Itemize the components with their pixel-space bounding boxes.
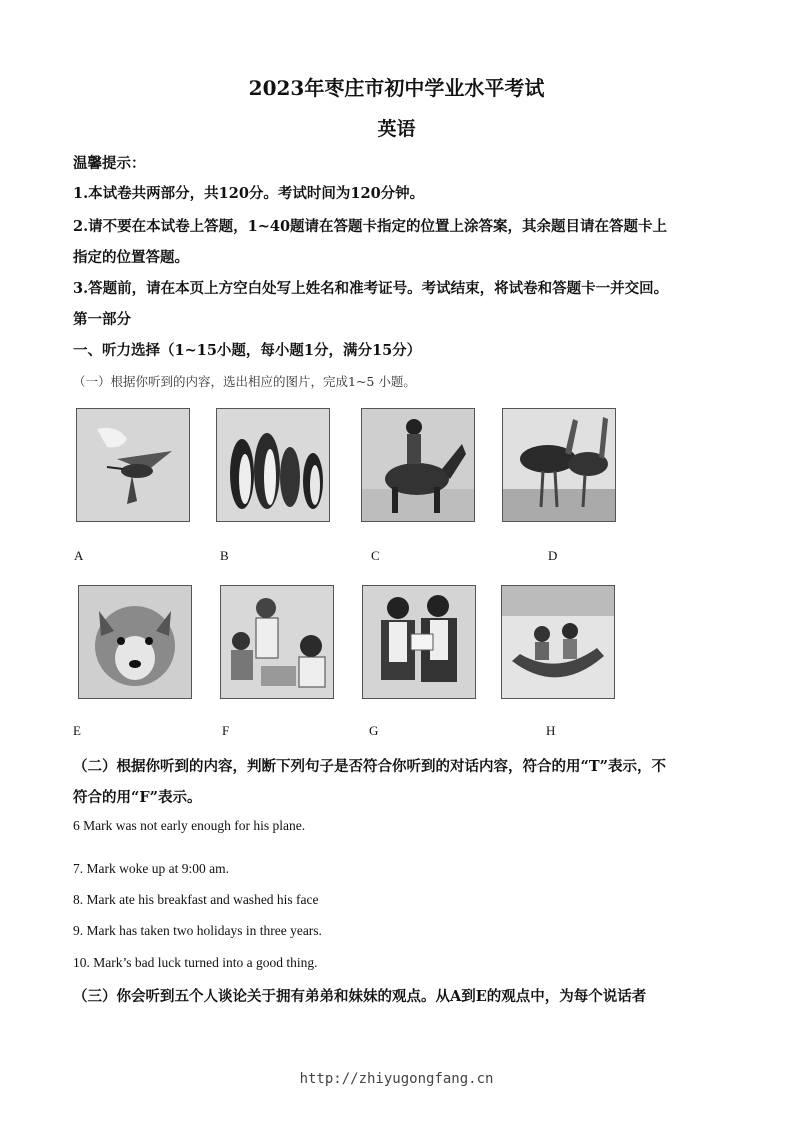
subsection-1-instruction: （一）根据你听到的内容，选出相应的图片，完成1~5 小题。 [73, 374, 416, 389]
picture-b [216, 408, 330, 522]
picture-label-a: A [74, 548, 84, 563]
picture-label-g: G [369, 723, 379, 738]
statement-8: 8. Mark ate his breakfast and washed his face [73, 892, 319, 907]
tips-label: 温馨提示： [73, 155, 146, 172]
picture-label-e: E [73, 723, 81, 738]
picture-h [501, 585, 615, 699]
picture-label-f: F [222, 723, 230, 738]
statement-10: 10. Mark’s bad luck turned into a good thing. [73, 955, 318, 970]
family-icon [221, 586, 333, 698]
subsection-2-instruction-line-1: （二）根据你听到的内容，判断下列句子是否符合你听到的对话内容，符合的用“T”表示，不 [73, 758, 666, 775]
picture-label-c: C [371, 548, 380, 563]
subsection-2-instruction-line-2: 符合的用“F”表示。 [73, 789, 202, 806]
boat-icon [502, 586, 614, 698]
dog-icon [79, 586, 191, 698]
picture-f [220, 585, 334, 699]
statement-9: 9. Mark has taken two holidays in three years. [73, 923, 322, 938]
exam-subject: 英语 [377, 118, 416, 140]
two-boys-reading-icon [363, 586, 475, 698]
picture-label-d: D [548, 548, 558, 563]
penguins-icon [217, 409, 329, 521]
ostriches-icon [503, 409, 615, 521]
tip-3: 3.答题前，请在本页上方空白处写上姓名和准考证号。考试结束，将试卷和答题卡一并交回。 [73, 280, 669, 297]
picture-label-h: H [546, 723, 556, 738]
picture-g [362, 585, 476, 699]
subsection-3-instruction: （三）你会听到五个人谈论关于拥有弟弟和妹妹的观点。从A到E的观点中，为每个说话者 [73, 988, 647, 1005]
tip-2-line-1: 2.请不要在本试卷上答题，1~40题请在答题卡指定的位置上涂答案，其余题目请在答题卡上 [73, 218, 668, 235]
part-heading: 第一部分 [73, 311, 131, 328]
picture-d [502, 408, 616, 522]
tip-2-line-2: 指定的位置答题。 [73, 249, 189, 266]
picture-label-b: B [220, 548, 229, 563]
footer-url: http://zhiyugongfang.cn [299, 1071, 494, 1087]
exam-title: 2023年枣庄市初中学业水平考试 [248, 76, 545, 100]
statement-6: 6 Mark was not early enough for his plane. [73, 818, 306, 833]
picture-e [78, 585, 192, 699]
tip-1: 1.本试卷共两部分，共120分。考试时间为120分钟。 [73, 185, 425, 202]
picture-c [361, 408, 475, 522]
horse-rider-icon [362, 409, 474, 521]
section-heading: 一、听力选择（1~15小题，每小题1分，满分15分） [73, 342, 422, 359]
statement-7: 7. Mark woke up at 9:00 am. [73, 861, 229, 876]
picture-a [76, 408, 190, 522]
hummingbird-icon [77, 409, 189, 521]
